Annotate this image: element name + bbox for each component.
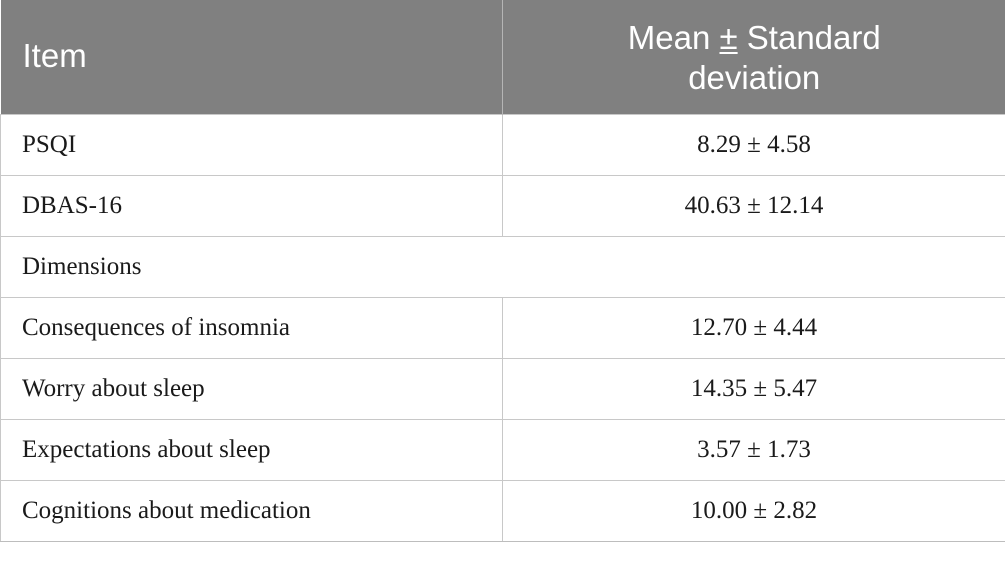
row-value: 10.00 ± 2.82 — [503, 481, 1005, 542]
table-row — [1, 298, 1005, 359]
row-value: 3.57 ± 1.73 — [503, 420, 1005, 481]
section-row — [1, 237, 1005, 298]
row-label: Expectations about sleep — [1, 420, 503, 481]
table-row — [1, 359, 1005, 420]
table-row — [1, 420, 1005, 481]
header-standard-word: Standard — [746, 19, 881, 56]
row-value: 12.70 ± 4.44 — [503, 298, 1005, 359]
row-value: 14.35 ± 5.47 — [503, 359, 1005, 420]
row-value: 8.29 ± 4.58 — [503, 115, 1005, 176]
row-label: DBAS-16 — [1, 176, 503, 237]
header-item: Item — [1, 0, 503, 115]
row-value: 40.63 ± 12.14 — [503, 176, 1005, 237]
header-mean-word: Mean — [627, 19, 711, 56]
row-label: Consequences of insomnia — [1, 298, 503, 359]
table-body — [1, 115, 1005, 542]
header-row — [1, 0, 1005, 115]
header-mean-sd — [503, 0, 1005, 115]
table-header — [1, 0, 1005, 115]
table-row — [1, 481, 1005, 542]
header-plus-minus: ± — [719, 19, 738, 56]
row-label: Cognitions about medication — [1, 481, 503, 542]
section-label: Dimensions — [1, 237, 1005, 298]
header-deviation-word: deviation — [688, 59, 821, 96]
table-row — [1, 115, 1005, 176]
table-row — [1, 176, 1005, 237]
row-label: PSQI — [1, 115, 503, 176]
row-label: Worry about sleep — [1, 359, 503, 420]
